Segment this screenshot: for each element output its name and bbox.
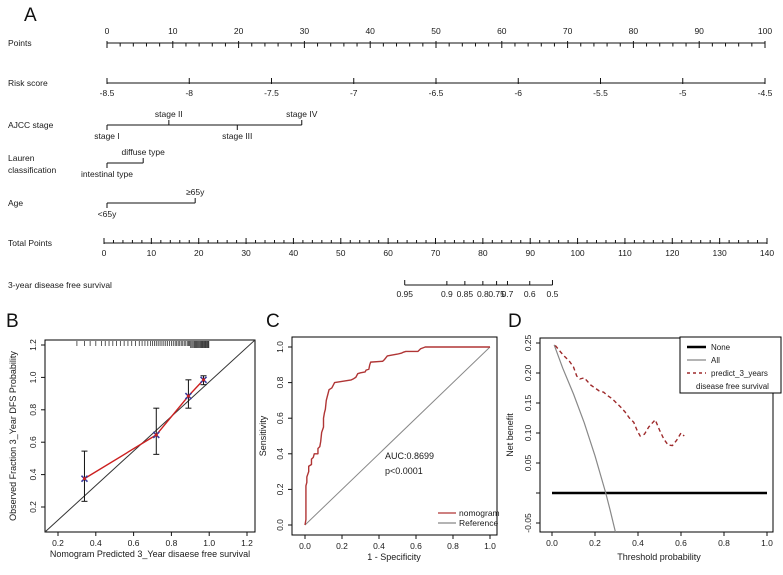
roc-y-tick-label: 0.2 xyxy=(275,483,285,496)
ajcc_stage-option-label: stage II xyxy=(154,109,183,119)
roc-x-tick-label: 0.6 xyxy=(410,541,422,551)
roc-x-tick-label: 1.0 xyxy=(484,541,496,551)
row-label-ajcc_stage: AJCC stage xyxy=(8,120,54,130)
calibration-y-tick-label: 0.8 xyxy=(28,403,38,416)
row-label-survival_3y: 3-year disease free survival xyxy=(8,280,112,290)
calibration-y-tick-label: 0.2 xyxy=(28,501,38,513)
risk_score-tick-label: -8 xyxy=(185,88,194,98)
dca-x-tick-label: 1.0 xyxy=(761,538,773,548)
points-tick-label: 60 xyxy=(497,26,507,36)
dca-y-tick-label: 0.10 xyxy=(523,424,533,442)
survival_3y-tick-label: 0.9 xyxy=(440,289,453,299)
total_points-tick-label: 70 xyxy=(430,248,441,258)
calibration-x-tick-label: 0.4 xyxy=(89,538,102,548)
dca-x-tick-label: 0.8 xyxy=(718,538,730,548)
survival_3y-tick-label: 0.6 xyxy=(523,289,536,299)
row-label-total_points: Total Points xyxy=(8,238,52,248)
total_points-tick-label: 60 xyxy=(383,248,393,258)
survival_3y-tick-label: 0.85 xyxy=(456,289,474,299)
dca-y-tick-label: 0.25 xyxy=(523,334,533,352)
survival_3y-tick-label: 0.7 xyxy=(501,289,514,299)
survival_3y-tick-label: 0.95 xyxy=(396,289,413,299)
row-label-points: Points xyxy=(8,38,32,48)
total_points-tick-label: 90 xyxy=(525,248,535,258)
row-label-lauren: classification xyxy=(8,165,57,175)
calibration-point xyxy=(83,477,86,480)
survival_3y-tick-label: 0.75 xyxy=(488,289,505,299)
dca-x-tick-label: 0.6 xyxy=(675,538,687,548)
total_points-tick-label: 100 xyxy=(570,248,585,258)
ajcc_stage-option-label: stage I xyxy=(94,131,120,141)
roc-legend-label: nomogram xyxy=(459,508,500,518)
calibration-y-tick-label: 0.4 xyxy=(28,468,38,481)
calibration-y-tick-label: 1.0 xyxy=(28,371,38,384)
total_points-tick-label: 50 xyxy=(336,248,346,258)
total_points-tick-label: 120 xyxy=(665,248,680,258)
calibration-point xyxy=(187,395,190,398)
total_points-tick-label: 110 xyxy=(618,248,632,258)
calibration-y-tick-label: 0.6 xyxy=(28,436,38,449)
dca-x-tick-label: 0.2 xyxy=(589,538,601,548)
calibration-x-tick-label: 1.2 xyxy=(241,538,253,548)
total_points-tick-label: 130 xyxy=(712,248,727,258)
total_points-tick-label: 10 xyxy=(146,248,157,258)
age-option-label: <65y xyxy=(97,209,117,219)
risk_score-tick-label: -6.5 xyxy=(428,88,444,98)
dca-legend-label: None xyxy=(711,343,731,352)
panel-letter-b: B xyxy=(6,311,19,332)
panel-letter-d: D xyxy=(508,311,522,332)
roc-x-tick-label: 0.8 xyxy=(447,541,459,551)
calibration-ideal-line xyxy=(45,340,255,532)
roc-y-tick-label: 0.6 xyxy=(275,412,285,425)
calibration-y-title: Observed Fraction 3_Year DFS Probability xyxy=(8,351,18,521)
roc-x-tick-label: 0.4 xyxy=(373,541,385,551)
panel-letter-c: C xyxy=(266,311,280,332)
ajcc_stage-option-label: stage III xyxy=(222,131,253,141)
calibration-x-tick-label: 0.2 xyxy=(52,538,64,548)
points-tick-label: 10 xyxy=(168,26,178,36)
roc-y-title: Sensitivity xyxy=(258,415,268,457)
roc-x-tick-label: 0.2 xyxy=(336,541,348,551)
roc-frame xyxy=(292,337,497,535)
age-option-label: ≥65y xyxy=(185,187,205,197)
roc-y-tick-label: 0.4 xyxy=(275,447,285,460)
points-tick-label: 70 xyxy=(562,26,573,36)
total_points-tick-label: 20 xyxy=(193,248,204,258)
row-label-lauren: Lauren xyxy=(8,153,35,163)
total_points-tick-label: 140 xyxy=(759,248,775,258)
roc-x-tick-label: 0.0 xyxy=(299,541,311,551)
dca-x-tick-label: 0.0 xyxy=(546,538,558,548)
points-tick-label: 90 xyxy=(694,26,704,36)
dca-y-tick-label: 0.15 xyxy=(523,394,533,412)
risk_score-tick-label: -5.5 xyxy=(593,88,608,98)
total_points-tick-label: 80 xyxy=(478,248,488,258)
calibration-x-tick-label: 1.0 xyxy=(203,538,216,548)
calibration-point xyxy=(202,378,205,381)
row-label-risk_score: Risk score xyxy=(8,78,48,88)
dca-y-title: Net benefit xyxy=(505,413,515,457)
lauren-option-label: intestinal type xyxy=(81,169,133,179)
points-tick-label: 30 xyxy=(299,26,310,36)
roc-legend-label: Reference xyxy=(459,518,499,528)
points-tick-label: 80 xyxy=(628,26,639,36)
points-tick-label: 0 xyxy=(104,26,110,36)
dca-x-title: Threshold probability xyxy=(617,552,701,562)
panel-letter-a: A xyxy=(24,5,37,26)
dca-all-line xyxy=(554,345,615,532)
risk_score-tick-label: -5 xyxy=(678,88,687,98)
risk_score-tick-label: -4.5 xyxy=(757,88,773,98)
ajcc_stage-option-label: stage IV xyxy=(286,109,318,119)
total_points-tick-label: 30 xyxy=(241,248,251,258)
dca-legend-label: disease free survival xyxy=(696,382,769,391)
roc-auc-label: AUC:0.8699 xyxy=(385,451,435,461)
risk_score-tick-label: -7 xyxy=(349,88,358,98)
calibration-point xyxy=(155,434,158,437)
total_points-tick-label: 0 xyxy=(101,248,107,258)
points-tick-label: 20 xyxy=(233,26,244,36)
dca-y-tick-label: -0.05 xyxy=(523,513,533,533)
roc-reference-line xyxy=(305,347,490,525)
lauren-option-label: diffuse type xyxy=(121,147,165,157)
dca-y-tick-label: 0.05 xyxy=(523,454,533,472)
risk_score-tick-label: -8.5 xyxy=(99,88,115,98)
calibration-x-tick-label: 0.6 xyxy=(127,538,140,548)
points-tick-label: 100 xyxy=(757,26,773,36)
points-tick-label: 50 xyxy=(431,26,441,36)
roc-y-tick-label: 1.0 xyxy=(275,341,285,353)
dca-legend-label: predict_3_years xyxy=(711,369,768,378)
points-tick-label: 40 xyxy=(365,26,375,36)
roc-y-tick-label: 0.0 xyxy=(275,519,285,531)
survival_3y-tick-label: 0.5 xyxy=(546,289,559,299)
dca-x-tick-label: 0.4 xyxy=(632,538,644,548)
roc-y-tick-label: 0.8 xyxy=(275,376,285,389)
roc-x-title: 1 - Specificity xyxy=(367,552,421,562)
calibration-x-title: Nomogram Predicted 3_Year disaese free survival xyxy=(49,549,251,559)
calibration-y-tick-label: 1.2 xyxy=(28,339,38,351)
calibration-line xyxy=(84,380,203,479)
total_points-tick-label: 40 xyxy=(288,248,299,258)
calibration-x-tick-label: 0.8 xyxy=(165,538,178,548)
risk_score-tick-label: -6 xyxy=(514,88,523,98)
dca-y-tick-label: 0.20 xyxy=(523,364,533,382)
survival_3y-tick-label: 0.8 xyxy=(476,289,489,299)
roc-p-label: p<0.0001 xyxy=(385,466,423,476)
risk_score-tick-label: -7.5 xyxy=(264,88,279,98)
row-label-age: Age xyxy=(8,198,24,208)
dca-legend-label: All xyxy=(711,356,720,365)
